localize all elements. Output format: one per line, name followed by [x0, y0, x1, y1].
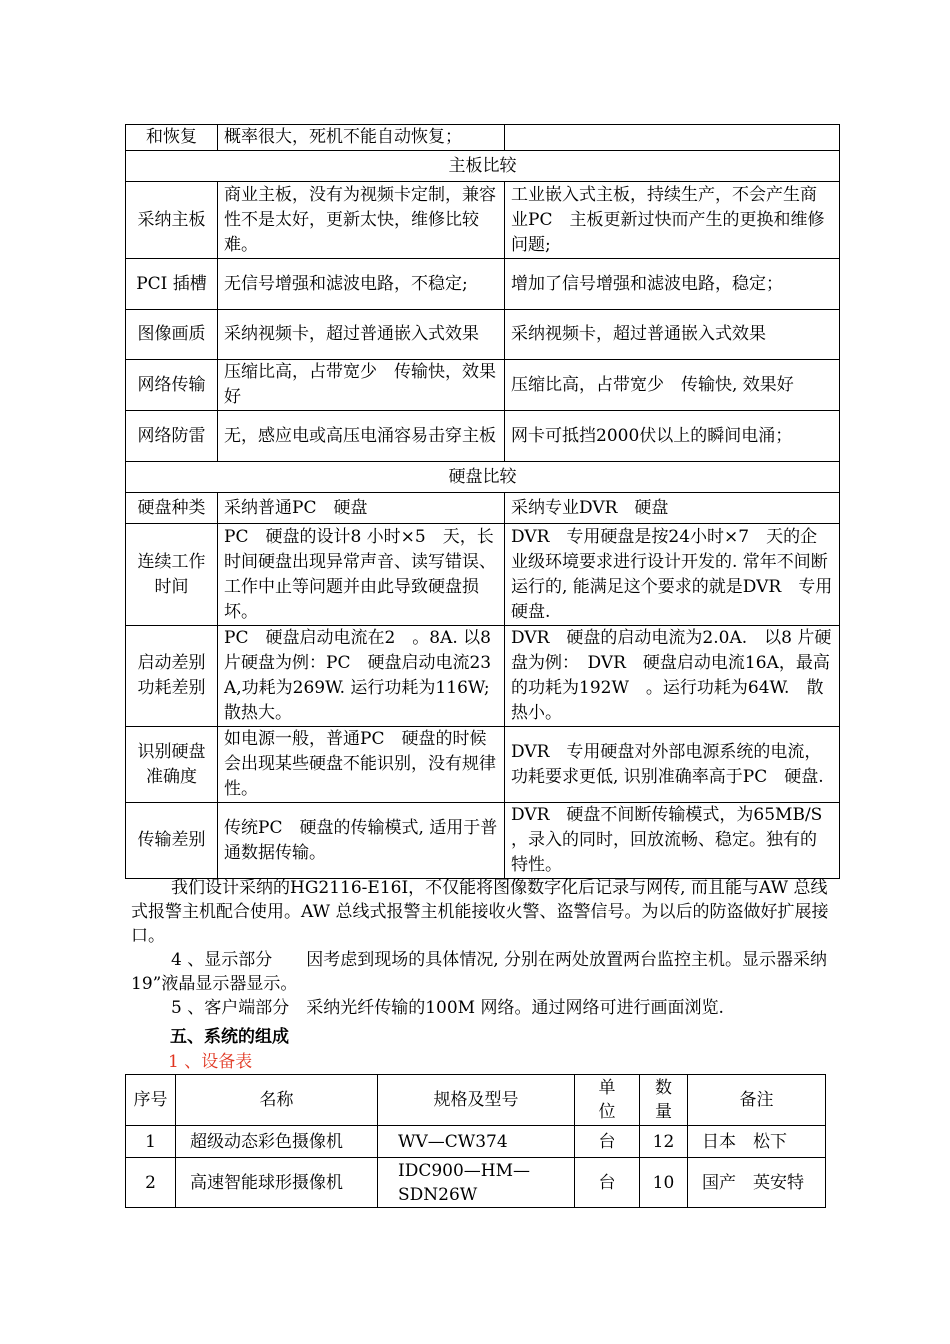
embedded-cell: DVR 专用硬盘对外部电源系统的电流，功耗要求更低, 识别准确率高于PC 硬盘. [505, 727, 840, 803]
cell-name: 超级动态彩色摄像机 [176, 1126, 378, 1158]
table-row [126, 259, 840, 310]
table-header-row [126, 1075, 826, 1126]
category-cell: 网络传输 [126, 360, 218, 411]
cell-spec: WV—CW374 [378, 1126, 575, 1158]
table-row [126, 1126, 826, 1158]
cell-no: 2 [126, 1158, 176, 1208]
table-row [126, 310, 840, 360]
table-row [126, 182, 840, 259]
pc-cell: 压缩比高，占带宽少 传输快，效果好 [218, 360, 505, 411]
embedded-cell: 工业嵌入式主板，持续生产，不会产生商业PC 主板更新过快而产生的更换和维修问题; [505, 182, 840, 259]
cell-note: 日本 松下 [688, 1126, 826, 1158]
category-cell: 图像画质 [126, 310, 218, 360]
pc-cell: 采纳视频卡，超过普通嵌入式效果 [218, 310, 505, 360]
embedded-cell [505, 125, 840, 151]
pc-cell: 采纳普通PC 硬盘 [218, 493, 505, 524]
category-cell: 连续工作时间 [126, 524, 218, 626]
paragraph-client: 5 、客户端部分 采纳光纤传输的100M 网络。通过网络可进行画面浏览. [171, 998, 724, 1018]
table-row [126, 360, 840, 411]
body-text [131, 876, 831, 1020]
cell-note: 国产 英安特 [688, 1158, 826, 1208]
table-heading: 1 、设备表 [168, 1052, 253, 1072]
pc-cell: 概率很大，死机不能自动恢复； [218, 125, 505, 151]
paragraph-display: 4 、显示部分 因考虑到现场的具体情况, 分别在两处放置两台监控主机。显示器采纳19”液晶显示器显示。 [131, 950, 828, 994]
category-cell: 启动差别功耗差别 [126, 626, 218, 727]
pc-cell: 商业主板，没有为视频卡定制，兼容性不是太好，更新太快，维修比较难。 [218, 182, 505, 259]
cell-qty: 12 [640, 1126, 688, 1158]
category-cell: PCI 插槽 [126, 259, 218, 310]
table-row [126, 493, 840, 524]
equipment-table [125, 1074, 826, 1208]
embedded-cell: 压缩比高，占带宽少 传输快, 效果好 [505, 360, 840, 411]
section-title-harddisk: 硬盘比较 [126, 462, 840, 493]
header-note: 备注 [688, 1075, 826, 1126]
embedded-cell: 采纳专业DVR 硬盘 [505, 493, 840, 524]
cell-unit: 台 [575, 1126, 640, 1158]
embedded-cell: 增加了信号增强和滤波电路，稳定； [505, 259, 840, 310]
header-no: 序号 [126, 1075, 176, 1126]
category-cell: 网络防雷 [126, 411, 218, 462]
table-row [126, 524, 840, 626]
table-row [126, 803, 840, 879]
pc-cell: PC 硬盘的设计8 小时×5 天，长时间硬盘出现异常声音、读写错误、工作中止等问题并由此导致硬盘损坏。 [218, 524, 505, 626]
table-row [126, 411, 840, 462]
paragraph-hg2116: 我们设计采纳的HG2116-E16I，不仅能将图像数字化后记录与网传, 而且能与AW 总线式报警主机配合使用。AW 总线式报警主机能接收火警、盗警信号。为以后的防盗做好扩展接口。 [131, 878, 829, 946]
section-row [126, 462, 840, 493]
category-cell: 采纳主板 [126, 182, 218, 259]
category-cell: 识别硬盘准确度 [126, 727, 218, 803]
pc-cell: 无，感应电或高压电涌容易击穿主板 [218, 411, 505, 462]
cell-name: 高速智能球形摄像机 [176, 1158, 378, 1208]
table-row [126, 626, 840, 727]
header-name: 名称 [176, 1075, 378, 1126]
category-cell: 传输差别 [126, 803, 218, 879]
section-title-mainboard: 主板比较 [126, 151, 840, 182]
pc-cell: 传统PC 硬盘的传输模式, 适用于普通数据传输。 [218, 803, 505, 879]
embedded-cell: DVR 专用硬盘是按24小时×7 天的企业级环境要求进行设计开发的. 常年不间断运行的, 能满足这个要求的就是DVR 专用硬盘. [505, 524, 840, 626]
section-heading: 五、系统的组成 [170, 1027, 289, 1047]
header-unit: 单位 [575, 1075, 640, 1126]
cell-spec: IDC900—HM—SDN26W [378, 1158, 575, 1208]
table-row [126, 125, 840, 151]
table-row [126, 1158, 826, 1208]
comparison-table [125, 124, 840, 879]
pc-cell: 如电源一般，普通PC 硬盘的时候会出现某些硬盘不能识别，没有规律性。 [218, 727, 505, 803]
embedded-cell: 采纳视频卡，超过普通嵌入式效果 [505, 310, 840, 360]
category-cell: 和恢复 [126, 125, 218, 151]
embedded-cell: 网卡可抵挡2000伏以上的瞬间电涌； [505, 411, 840, 462]
header-spec: 规格及型号 [378, 1075, 575, 1126]
pc-cell: 无信号增强和滤波电路，不稳定; [218, 259, 505, 310]
embedded-cell: DVR 硬盘的启动电流为2.0A. 以8 片硬盘为例： DVR 硬盘启动电流16A，最高的功耗为192W 。运行功耗为64W. 散热小。 [505, 626, 840, 727]
section-row [126, 151, 840, 182]
embedded-cell: DVR 硬盘不间断传输模式，为65MB/S ，录入的同时，回放流畅、稳定。独有的特性。 [505, 803, 840, 879]
cell-no: 1 [126, 1126, 176, 1158]
category-cell: 硬盘种类 [126, 493, 218, 524]
cell-unit: 台 [575, 1158, 640, 1208]
table-row [126, 727, 840, 803]
header-qty: 数量 [640, 1075, 688, 1126]
pc-cell: PC 硬盘启动电流在2 。8A. 以8 片硬盘为例：PC 硬盘启动电流23A,功耗为269W. 运行功耗为116W; 散热大。 [218, 626, 505, 727]
cell-qty: 10 [640, 1158, 688, 1208]
